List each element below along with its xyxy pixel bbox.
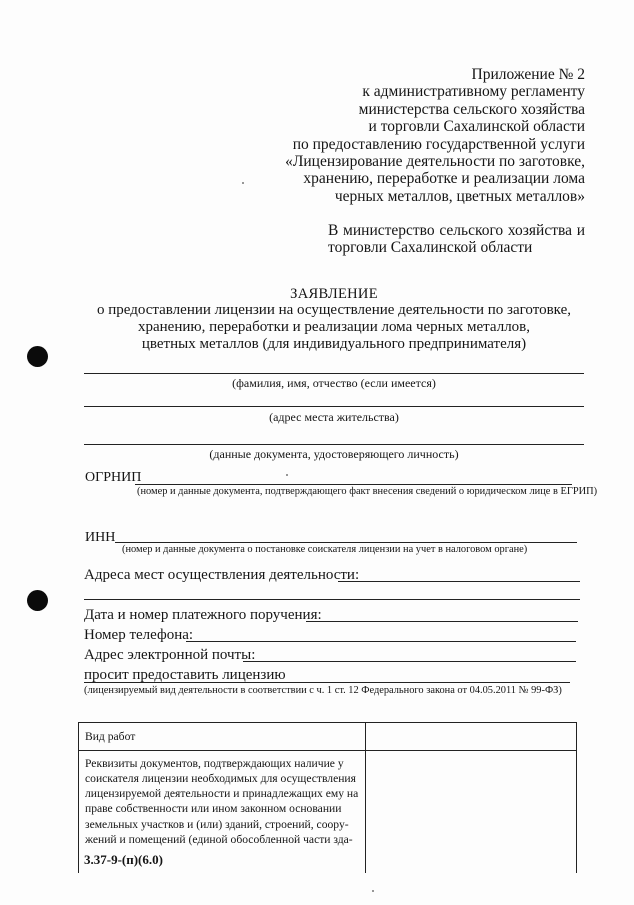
id-doc-caption: (данные документа, удостоверяющего личность) — [209, 447, 459, 461]
email-fill-line — [243, 661, 576, 662]
activity-addresses-fill-line — [338, 581, 580, 582]
table-cell-label: Вид работ — [79, 723, 366, 750]
table-cell-line: жений и помещений (единой обособленной части зда- — [85, 832, 353, 846]
phone-label: Номер телефона: — [84, 627, 194, 643]
id-doc-fill-line — [84, 444, 584, 445]
scan-speck — [242, 182, 244, 184]
header-line: Приложение № 2 — [471, 66, 585, 83]
binder-hole-bottom — [27, 590, 48, 611]
fio-caption: (фамилия, имя, отчество (если имеется) — [232, 376, 436, 390]
inn-caption: (номер и данные документа о постановке соискателя лицензии на учет в налоговом органе) — [122, 544, 528, 555]
inn-fill-line — [115, 542, 577, 543]
addressee-line-1: В министерство сельского хозяйства и — [328, 222, 585, 239]
fio-fill-line — [84, 373, 584, 374]
ogrnip-label: ОГРНИП — [85, 470, 142, 485]
ogrnip-fill-line — [135, 484, 572, 485]
phone-fill-line — [186, 641, 576, 642]
table-cell-line: праве собственности или ином законном основании — [85, 802, 342, 816]
subtitle-line: цветных металлов (для индивидуального предпринимателя) — [141, 336, 527, 352]
address-fill-line — [84, 406, 584, 407]
email-label: Адрес электронной почты: — [84, 647, 256, 663]
table-cell-line: лицензируемой деятельности и принадлежащих ему на — [85, 787, 359, 801]
scan-speck — [372, 890, 374, 892]
header-line: к административному регламенту — [362, 83, 585, 101]
header-line: и торговли Сахалинской области — [368, 118, 585, 136]
appendix-header — [285, 66, 585, 205]
request-label: просит предоставить лицензию — [84, 667, 286, 683]
table-cell-line: Реквизиты документов, подтверждающих наличие у — [85, 756, 344, 770]
table-cell-line: земельных участков и (или) зданий, строений, соору- — [85, 817, 349, 831]
activity-addresses-label: Адреса мест осуществления деятельности: — [84, 567, 360, 583]
header-line: черных металлов, цветных металлов» — [334, 187, 585, 205]
document-subtitle — [84, 302, 584, 353]
document-title: ЗАЯВЛЕНИЕ — [290, 286, 378, 302]
header-line: по предоставлению государственной услуги — [292, 135, 585, 153]
request-fill-line — [84, 682, 570, 683]
table-cell-value — [366, 723, 576, 750]
subtitle-line: о предоставлении лицензии на осуществление деятельности по заготовке, — [97, 302, 571, 318]
table-row — [79, 723, 576, 750]
binder-hole-top — [27, 346, 48, 367]
request-caption: (лицензируемый вид деятельности в соответствии с ч. 1 ст. 12 Федерального закона от 04.05.2011 № 99-ФЗ) — [84, 685, 562, 696]
address-caption: (адрес места жительства) — [269, 410, 399, 424]
form-code: 3.37-9-(п)(6.0) — [84, 852, 163, 867]
payment-label: Дата и номер платежного поручения: — [84, 607, 322, 623]
header-line: министерства сельского хозяйства — [358, 100, 585, 118]
header-line: «Лицензирование деятельности по заготовке, — [285, 153, 585, 171]
works-table — [78, 722, 577, 873]
addressee-line-2: торговли Сахалинской области — [328, 238, 533, 256]
ogrnip-caption: (номер и данные документа, подтверждающего факт внесения сведений о юридическом лице в ЕГРИП) — [137, 486, 598, 497]
table-cell-value — [366, 751, 576, 873]
subtitle-line: хранению, переработки и реализации лома черных металлов, — [137, 319, 531, 335]
header-line: хранению, переработке и реализации лома — [303, 170, 585, 188]
inn-label: ИНН — [85, 530, 116, 545]
payment-fill-line — [306, 621, 578, 622]
scan-speck — [286, 474, 288, 476]
activity-addresses-fill-line-2 — [84, 599, 580, 600]
table-cell-line: соискателя лицензии необходимых для осуществления — [85, 771, 356, 785]
